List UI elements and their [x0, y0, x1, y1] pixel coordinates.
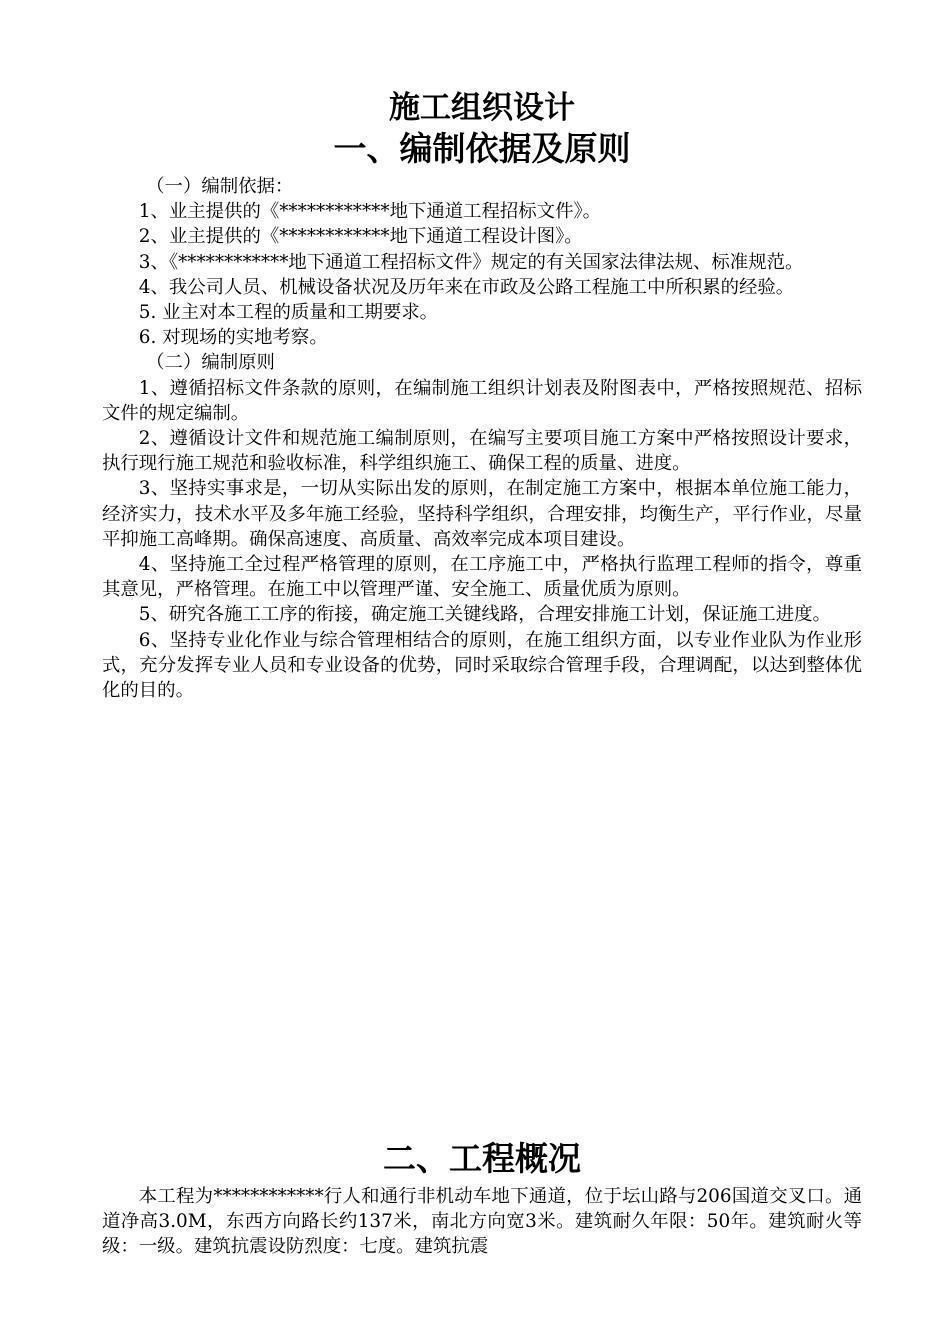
basis-item: 1、业主提供的《************地下通道工程招标文件》。: [138, 201, 602, 223]
basis-item: 3、《************地下通道工程招标文件》规定的有关国家法律法规、标准规范。: [138, 251, 804, 273]
basis-item: 5. 业主对本工程的质量和工期要求。: [138, 302, 439, 324]
chapter-2-heading: 二、工程概况: [383, 1139, 581, 1178]
principle-item: 6、坚持专业化作业与综合管理相结合的原则，在施工组织方面，以专业作业队为作业形式，充分发挥专业人员和专业设备的优势，同时采取综合管理手段，合理调配，以达到整体优化的目的。: [102, 629, 862, 702]
principle-item: 5、研究各施工工序的衔接，确定施工关键线路，合理安排施工计划，保证施工进度。: [138, 604, 831, 626]
basis-item: 4、我公司人员、机械设备状况及历年来在市政及公路工程施工中所积累的经验。: [138, 276, 795, 298]
principle-item: 4、坚持施工全过程严格管理的原则，在工序施工中，严格执行监理工程师的指令，尊重其意见，严格管理。在施工中以管理严谨、安全施工、质量优质为原则。: [102, 554, 862, 601]
principle-item: 2、遵循设计文件和规范施工编制原则，在编写主要项目施工方案中严格按照设计要求，执行现行施工规范和验收标准，科学组织施工、确保工程的质量、进度。: [102, 428, 862, 475]
chapter-2: [102, 1138, 862, 1260]
chapter-1: [102, 88, 862, 703]
principles-heading: （二）编制原则: [146, 352, 275, 374]
basis-item: 6. 对现场的实地考察。: [138, 327, 328, 349]
project-overview-paragraph: 本工程为************行人和通行非机动车地下通道，位于坛山路与206国道交叉口。通道净高3.0M，东西方向路长约137米，南北方向宽3米。建筑耐久年限：50年。建筑耐火等级：一级。建筑抗震设防烈度：七度。建筑抗震: [102, 1186, 862, 1258]
principle-item: 1、遵循招标文件条款的原则，在编制施工组织计划表及附图表中，严格按照规范、招标文件的规定编制。: [102, 377, 862, 424]
principle-item: 3、坚持实事求是，一切从实际出发的原则，在制定施工方案中，根据本单位施工能力，经济实力，技术水平及多年施工经验，坚持科学组织，合理安排，均衡生产，平行作业，尽量平抑施工高峰期。确保高速度、高质量、高效率完成本项目建设。: [102, 478, 862, 550]
chapter-1-heading: 一、编制依据及原则: [333, 129, 631, 168]
basis-heading: （一）编制依据：: [146, 176, 294, 197]
document-title: 施工组织设计: [389, 90, 575, 126]
basis-item: 2、业主提供的《************地下通道工程设计图》。: [138, 226, 583, 248]
